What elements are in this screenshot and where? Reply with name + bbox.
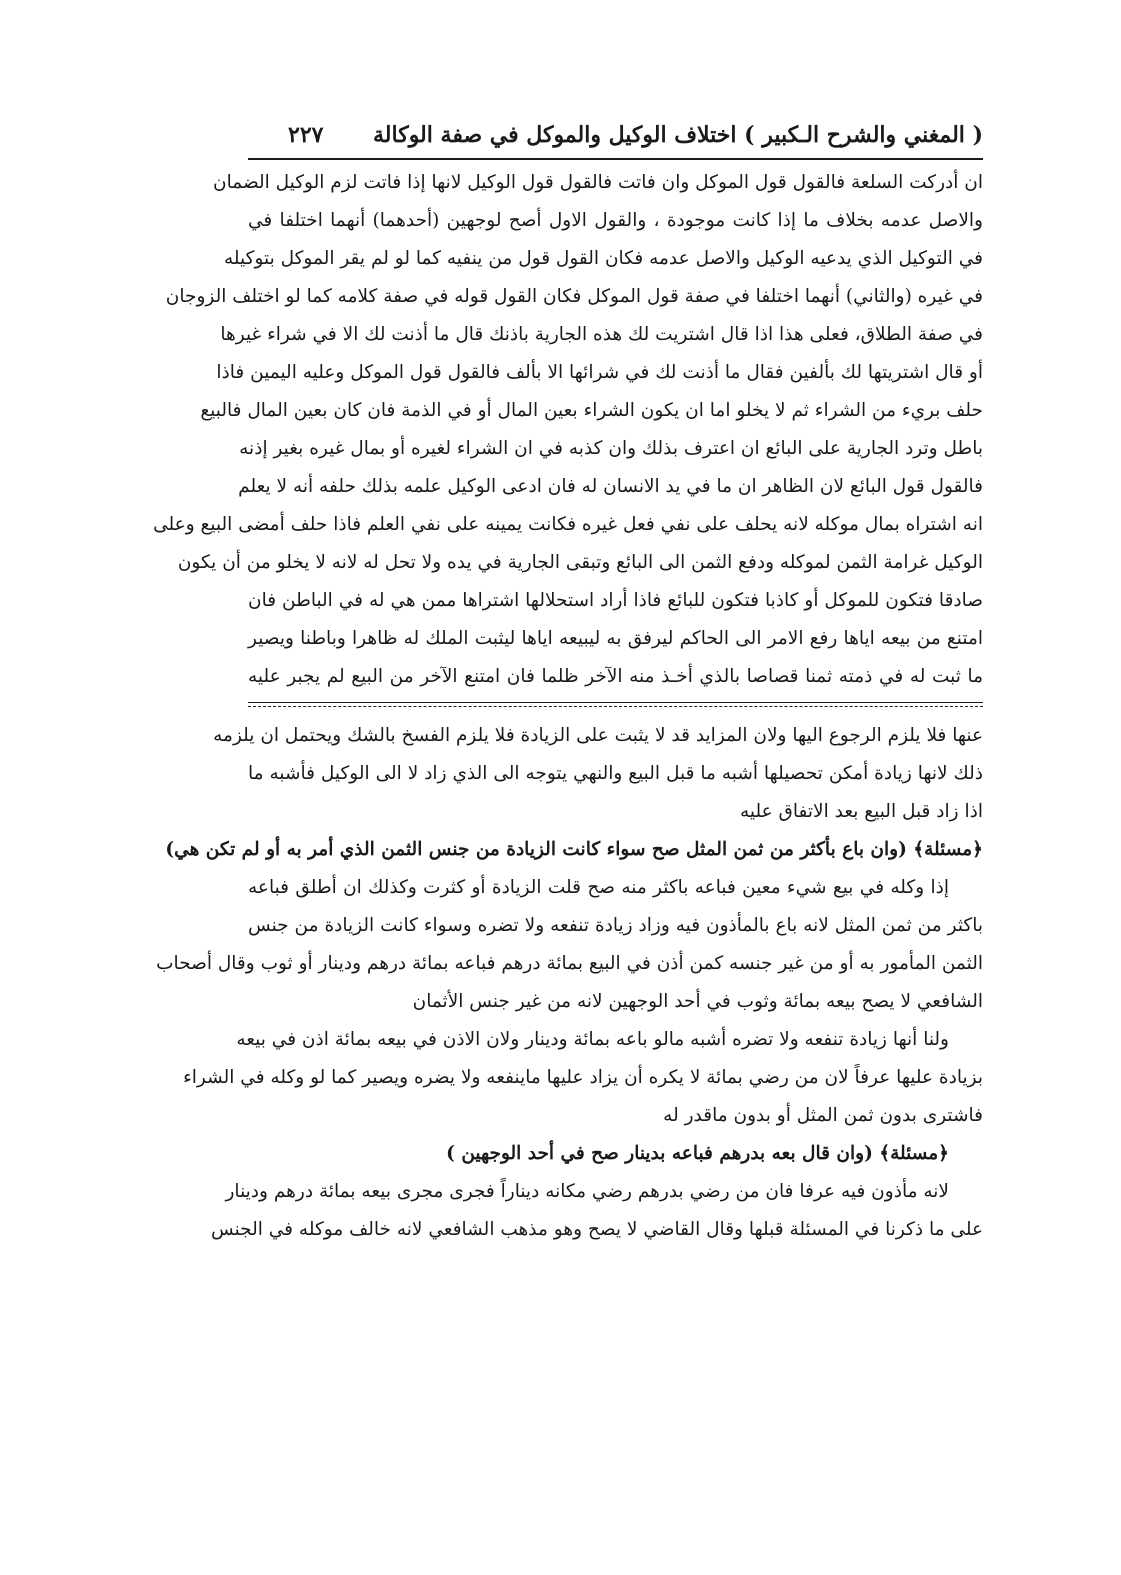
page-header: [248, 118, 983, 160]
main-text-block: [153, 164, 983, 696]
commentary-line: ولنا أنها زيادة تنفعه ولا تضره أشبه مالو باعه بمائة ودينار ولان الاذن في بيعه بمائة اذن في بيعه: [236, 1029, 949, 1050]
section-divider: [248, 702, 983, 707]
commentary-line: باكثر من ثمن المثل لانه باع بالمأذون فيه وزاد زيادة تنفعه ولا تضره وسواء كانت الزيادة من جنس: [248, 915, 983, 936]
main-line: والاصل عدمه بخلاف ما إذا كانت موجودة ، والقول الاول أصح لوجهين (أحدهما) أنهما اختلفا في: [248, 210, 983, 231]
main-line: باطل وترد الجارية على البائع ان اعترف بذلك وان كذبه في ان الشراء لغيره أو بمال غيره بغير إذنه: [239, 438, 983, 459]
main-line: الوكيل غرامة الثمن لموكله ودفع الثمن الى البائع وتبقى الجارية في يده ولا تحل له لانه لا يخلو من أن يكون: [177, 552, 983, 573]
commentary-line: الثمن المأمور به أو من غير جنسه كمن أذن في البيع بمائة درهم فباعه بمائة درهم ودينار أو ثوب وقال أصحاب: [156, 953, 983, 974]
main-line: في صفة الطلاق، فعلى هذا اذا قال اشتريت لك هذه الجارية باذنك قال ما أذنت لك الا في شراء غيرها: [220, 324, 983, 345]
main-line: امتنع من بيعه اياها رفع الامر الى الحاكم ليرفق به ليبيعه اياها ليثبت الملك له ظاهرا وباطنا ويصير: [248, 628, 983, 649]
commentary-line: الشافعي لا يصح بيعه بمائة وثوب في أحد الوجهين لانه من غير جنس الأثمان: [412, 991, 983, 1012]
divider-rule: [248, 702, 983, 703]
main-line: في غيره (والثاني) أنهما اختلفا في صفة قول الموكل فكان القول قوله في صفة كلامه كما لو اختلف الزوجان: [165, 286, 983, 307]
main-line: صادقا فتكون للموكل أو كاذبا فتكون للبائع فاذا أراد استحلالها اشتراها ممن هي له في الباطن فان: [248, 590, 983, 611]
book-page: [153, 118, 983, 1249]
commentary-line: عنها فلا يلزم الرجوع اليها ولان المزايد قد لا يثبت على الزيادة فلا يلزم الفسخ بالشك ويحتمل ان يلزمه: [213, 725, 983, 746]
main-line: فالقول قول البائع لان الظاهر ان ما في يد الانسان له فان ادعى الوكيل علمه بذلك حلفه أنه لا يعلم: [238, 476, 983, 497]
main-line: ان أدركت السلعة فالقول قول الموكل وان فاتت فالقول قول الوكيل لانها إذا فاتت لزم الوكيل الضمان: [213, 172, 983, 193]
commentary-line: فاشترى بدون ثمن المثل أو بدون ماقدر له: [663, 1105, 983, 1126]
commentary-line: على ما ذكرنا في المسئلة قبلها وقال القاضي لا يصح وهو مذهب الشافعي لانه خالف موكله في الجنس: [211, 1219, 983, 1240]
main-line: انه اشتراه بمال موكله لانه يحلف على نفي فعل غيره فكانت يمينه على نفي العلم فاذا حلف أمضى البيع وعلى: [153, 514, 983, 535]
commentary-line: اذا زاد قبل البيع بعد الاتفاق عليه: [740, 801, 983, 822]
main-line: أو قال اشتريتها لك بألفين فقال ما أذنت لك في شرائها الا بألف فالقول قول الموكل وعليه اليمين فاذا: [216, 362, 983, 383]
page-number: ٢٢٧: [288, 122, 324, 148]
commentary-line: ذلك لانها زيادة أمكن تحصيلها أشبه ما قبل البيع والنهي يتوجه الى الذي زاد لا الى الوكيل فأشبه ما: [248, 763, 983, 784]
commentary-text-block: [156, 717, 983, 1249]
main-line: حلف بريء من الشراء ثم لا يخلو اما ان يكون الشراء بعين المال أو في الذمة فان كان بعين المال فالبيع: [200, 400, 983, 421]
running-title: ( المغني والشرح الـكبير ) اختلاف الوكيل والموكل في صفة الوكالة: [373, 122, 983, 148]
masala-heading: ﴿مسئلة﴾ (وان قال بعه بدرهم فباعه بدينار صح في أحد الوجهين ): [446, 1143, 949, 1164]
commentary-line: إذا وكله في بيع شيء معين فباعه باكثر منه صح قلت الزيادة أو كثرت وكذلك ان أطلق فباعه: [248, 877, 949, 898]
commentary-line: بزيادة عليها عرفاً لان من رضي بمائة لا يكره أن يزاد عليها ماينفعه ولا يضره ويصير كما لو وكله في الشراء: [183, 1067, 983, 1088]
main-line: ما ثبت له في ذمته ثمنا قصاصا بالذي أخـذ منه الآخر ظلما فان امتنع الآخر من البيع لم يجبر عليه: [248, 666, 983, 687]
main-line: في التوكيل الذي يدعيه الوكيل والاصل عدمه فكان القول قول من ينفيه كما لو لم يقر الموكل بتوكيله: [224, 248, 983, 269]
commentary-line: لانه مأذون فيه عرفا فان من رضي بدرهم رضي مكانه ديناراً فجرى مجرى بيعه بمائة درهم ودينار: [225, 1181, 949, 1202]
divider-rule-dashed: [248, 706, 983, 707]
masala-heading: ﴿مسئلة﴾ (وان باع بأكثر من ثمن المثل صح سواء كانت الزيادة من جنس الثمن الذي أمر به أو لم تكن هي): [165, 839, 983, 860]
